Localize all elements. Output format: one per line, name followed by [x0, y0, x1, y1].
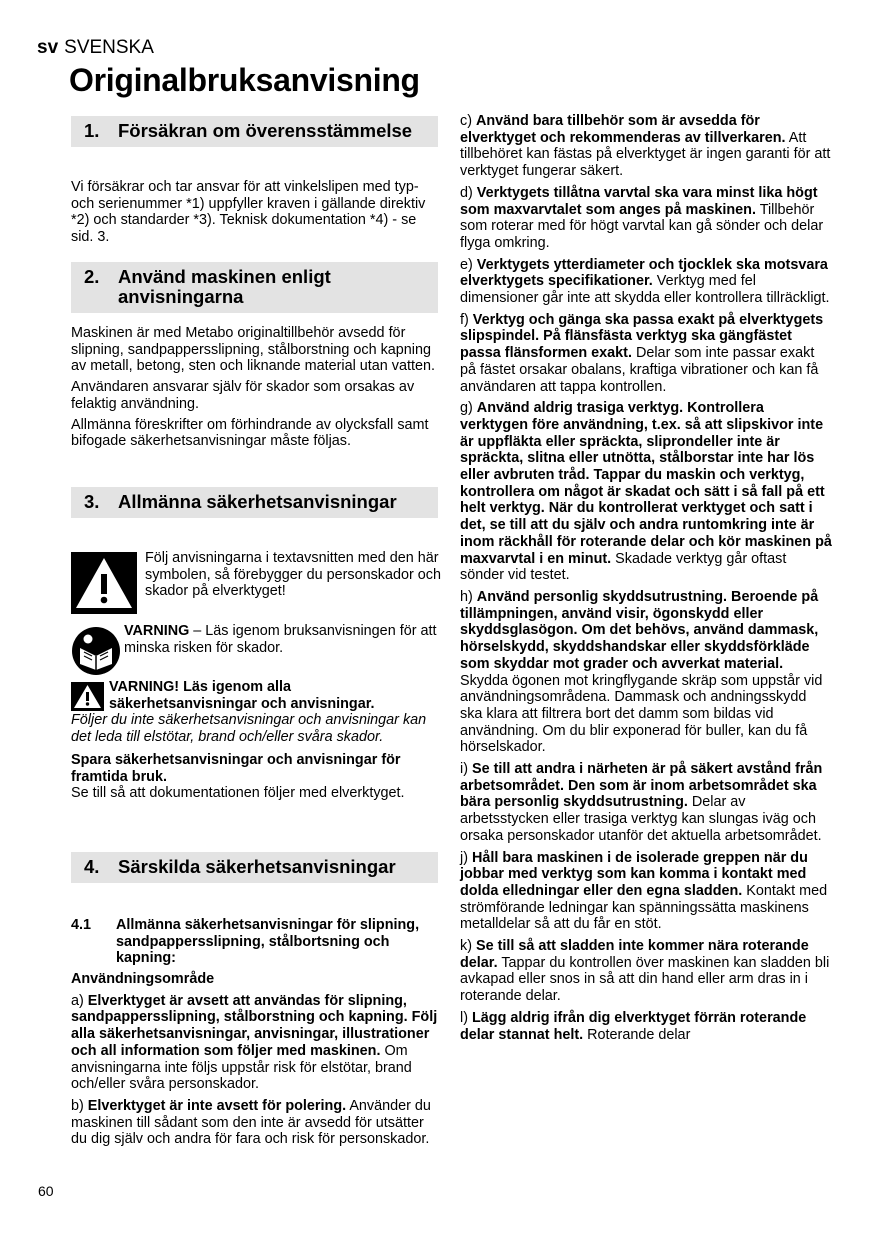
item-b — [71, 1098, 441, 1148]
item-bold: Håll bara maskinen i de isolerade greppen när du jobbar med verktyg som kan komma i kontakt med dolda elledningar eller den egna sladden. — [460, 849, 808, 899]
section-4-heading — [71, 852, 438, 883]
section-1-heading — [71, 116, 438, 147]
item-text: Verktyg med fel dimensioner går inte att skydda eller kontrollera tillräckligt. — [460, 273, 830, 307]
item-h — [460, 589, 832, 756]
warning-italic: Följer du inte säkerhetsanvisningar och anvisningar kan det leda till elstötar, brand och/eller svåra skador. — [71, 712, 427, 746]
section-title: Allmänna säkerhetsanvisningar — [118, 491, 397, 512]
item-prefix: a) — [71, 992, 88, 1009]
section-2-body — [71, 325, 441, 450]
item-prefix: j) — [460, 849, 472, 866]
item-bold: Se till att andra i närheten är på säkert avstånd från arbetsområdet. Den som är inom arbetsområdet ska bära personlig skyddsutrustning. — [460, 761, 823, 811]
varning-label: VARNING — [124, 623, 190, 639]
item-text: Skydda ögonen mot kringflygande skräp som uppstår vid användningsområdena. Dammask och andningsskydd ska klara att filtrera bort det damm som bildas vid användning. Om du blir exponerad för buller, kan du få hörselskador. — [460, 672, 823, 756]
item-c — [460, 113, 832, 180]
save-instructions-bold: Spara säkerhetsanvisningar och anvisningar för framtida bruk. — [71, 751, 401, 785]
item-g — [460, 400, 832, 584]
item-text: Skadade verktyg går oftast sönder vid testet. — [460, 550, 787, 584]
paragraph: Vi försäkrar och tar ansvar för att vinkelslipen med typ- och serienummer *1) uppfyller kraven i gällande direktiv *2) och standarder *3). Teknisk dokumentation *4) - se sid. 3. — [71, 179, 426, 246]
symbol-explanation: Följ anvisningarna i textavsnitten med den här symbolen, så förebygger du personskador och skador på elverktyget! — [145, 550, 441, 600]
varning-text: – Läs igenom bruksanvisningen för att minska risken för skador. — [124, 623, 437, 656]
item-bold: Lägg aldrig ifrån dig elverktyget förrän roterande delar stannat helt. — [460, 1009, 807, 1043]
item-bold: Använd bara tillbehör som är avsedda för elverktyget och rekommenderas av tillverkaren. — [460, 113, 786, 146]
item-i — [460, 761, 832, 845]
section-title: Försäkran om överensstämmelse — [118, 120, 413, 141]
item-prefix: h) — [460, 588, 477, 605]
item-f — [460, 312, 832, 396]
area-heading: Användningsområde — [71, 971, 215, 987]
item-e — [460, 257, 832, 307]
item-text: Att tillbehöret kan fästas på elverktyget är ingen garanti för att verktyget fungerar säkert. — [460, 129, 831, 180]
item-bold: Verktygets ytterdiameter och tjocklek ska motsvara elverktygets specifikationer. — [460, 256, 828, 290]
item-bold: Se till så att sladden inte kommer nära roterande delar. — [460, 938, 809, 971]
item-prefix: e) — [460, 256, 477, 273]
item-text: Tappar du kontrollen över maskinen kan sladden bli avkapad eller snos in så att din hand eller arm dras in i roterande delar. — [460, 954, 830, 1005]
section-2-heading — [71, 262, 438, 313]
item-text: Om anvisningarna inte följs uppstår risk för elstötar, brand och/eller svåra personskador. — [71, 1042, 412, 1093]
subsection-number: 4.1 — [71, 917, 92, 933]
section-number: 3. — [84, 491, 100, 512]
item-text: Roterande delar — [583, 1026, 691, 1043]
paragraph: Allmänna föreskrifter om förhindrande av olycksfall samt bifogade säkerhetsanvisningar måste följas. — [71, 416, 429, 450]
item-d — [460, 185, 832, 252]
language-name: SVENSKA — [64, 37, 154, 58]
paragraph: Maskinen är med Metabo originaltillbehör avsedd för slipning, sandpappersslipning, stålborstning och kapning av metall, betong, sten och liknande material utan vatten. — [71, 325, 435, 375]
item-prefix: c) — [460, 113, 476, 129]
item-prefix: d) — [460, 184, 477, 201]
item-bold: Använd aldrig trasiga verktyg. Kontrollera verktygen före användning, t.ex. så att slipskivor inte är uppfläkta eller spräckta, sliprondeller inte är spräckta, slitna eller utnötta, stålborstar inte har lös eller avbruten tråd. Tappar du maskin och verktyg, kontrollera om något är skadat och sätt i så fall på ett helt verktyg. När du kontrollerat verktyget och satt i det, se till att du själv och andra runtomkring inte är inom räckhåll för roterande delar och kör maskinen på maxvarvtal i en minut. — [460, 400, 832, 567]
section-1-body — [71, 179, 441, 246]
item-prefix: f) — [460, 311, 473, 328]
page-number: 60 — [38, 1183, 54, 1199]
section-title: Särskilda säkerhetsanvisningar — [118, 856, 396, 877]
item-bold: Verktyg och gänga ska passa exakt på elverktygets slipspindel. På flänsfästa verktyg ska gängfästet passa flänsformen exakt. — [460, 311, 824, 362]
item-text: Delar av arbetsstycken eller trasiga verktyg kan slungas iväg och orsaka personskador utanför det aktuella arbetsområdet. — [460, 794, 822, 844]
item-prefix: i) — [460, 761, 472, 778]
language-code: sv — [37, 37, 59, 58]
section-4-body — [71, 971, 441, 1148]
item-prefix: l) — [460, 1009, 472, 1026]
item-a — [71, 993, 441, 1093]
read-manual-icon — [71, 626, 121, 676]
warning-bold: VARNING! Läs igenom alla säkerhetsanvisningar och anvisningar. — [109, 679, 375, 712]
item-k — [460, 938, 832, 1005]
item-bold: Elverktyget är inte avsett för polering. — [87, 1097, 347, 1114]
item-text: Delar som inte passar exakt på fästet orsakar obalans, kraftiga vibrationer och kan få användaren att tappa kontrollen. — [460, 345, 819, 395]
item-l — [460, 1010, 832, 1043]
subsection-4-1 — [71, 917, 441, 967]
section-number: 2. — [84, 266, 100, 287]
item-prefix: b) — [71, 1097, 88, 1114]
item-text: Kontakt med strömförande ledningar kan spänningssätta maskinens metalldelar så att du får en stöt. — [460, 882, 828, 933]
item-text: Tillbehör som roterar med för högt varvtal kan gå sönder och delar flyga omkring. — [460, 201, 824, 251]
item-bold: Använd personlig skyddsutrustning. Beroende på tillämpningen, använd visir, ögonskydd eller skyddsglasögon. Om det behövs, använd dammask, hörselskydd, skyddshandskar eller skyddsförkläde som skyddar mot grader och avverkat material. — [460, 588, 819, 672]
item-prefix: g) — [460, 400, 477, 417]
save-instructions-text: Se till så att dokumentationen följer med elverktyget. — [71, 785, 405, 802]
right-items — [460, 113, 832, 1043]
section-number: 4. — [84, 856, 100, 877]
item-bold: Elverktyget är avsett att användas för slipning, sandpappersslipning, stålborstning och kapning. Följ alla säkerhetsanvisningar, anvisningar, illustrationer och all information som följer med maskinen. — [71, 992, 438, 1059]
item-prefix: k) — [460, 938, 476, 955]
item-j — [460, 850, 832, 934]
paragraph: Användaren ansvarar själv för skador som orsakas av felaktig användning. — [71, 379, 415, 412]
section-number: 1. — [84, 120, 100, 141]
warning-triangle-icon — [71, 552, 137, 614]
warning-block — [71, 679, 441, 802]
language-header — [37, 37, 154, 59]
varning-note — [124, 623, 442, 656]
item-bold: Verktygets tillåtna varvtal ska vara minst lika högt som maxvarvtalet som anges på maskinen. — [460, 184, 818, 218]
item-text: Använder du maskinen till sådant som den inte är avsedd för utsätter du dig själv och andra för fara och risk för personskador. — [71, 1097, 431, 1148]
subsection-title: Allmänna säkerhetsanvisningar för slipning, sandpappersslipning, stålbortsning och kapning: — [116, 917, 420, 967]
section-title: Använd maskinen enligt anvisningarna — [118, 266, 331, 307]
document-title: Originalbruksanvisning — [69, 62, 420, 98]
section-3-heading — [71, 487, 438, 518]
